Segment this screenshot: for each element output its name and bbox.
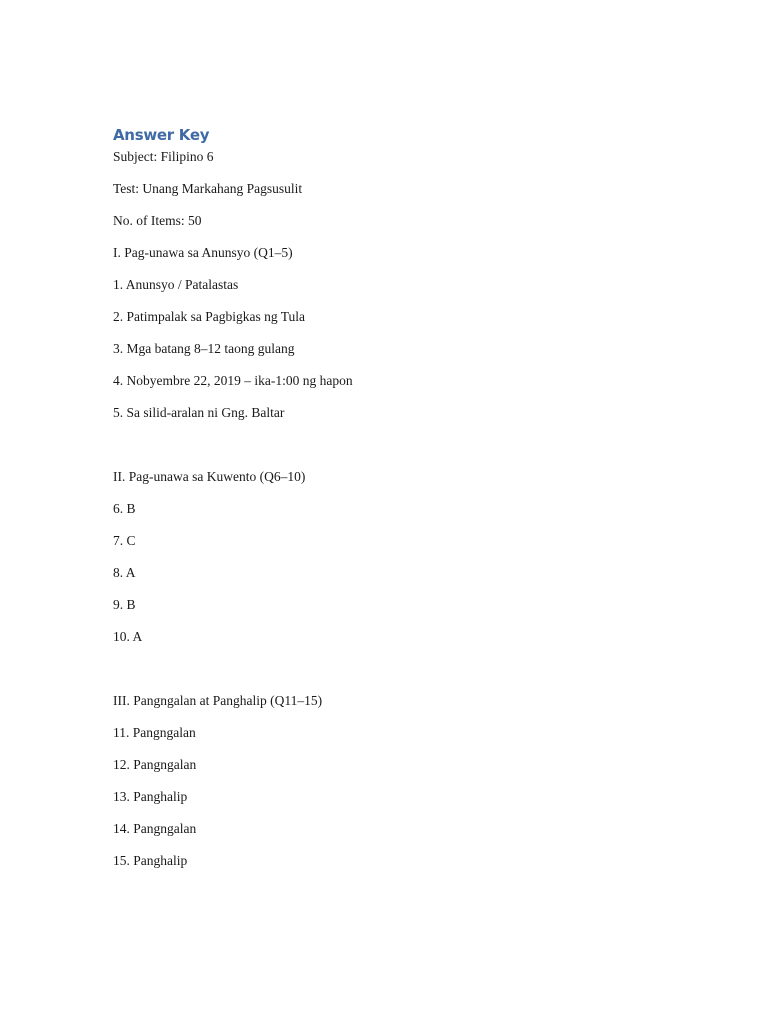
section-title: III. Pangngalan at Panghalip (Q11–15) — [113, 693, 323, 708]
answer-item: 15. Panghalip — [113, 853, 188, 868]
answer-item: 11. Pangngalan — [113, 725, 196, 740]
document-body — [113, 124, 673, 882]
section-spacer — [113, 434, 673, 466]
answer-item: 10. A — [113, 629, 143, 644]
test-line: Test: Unang Markahang Pagsusulit — [113, 181, 303, 196]
answer-key-heading: Answer Key — [113, 126, 210, 144]
answer-item: 2. Patimpalak sa Pagbigkas ng Tula — [113, 309, 305, 324]
answer-item: 12. Pangngalan — [113, 757, 197, 772]
answer-item: 8. A — [113, 565, 136, 580]
section-spacer — [113, 658, 673, 690]
answer-item: 4. Nobyembre 22, 2019 – ika-1:00 ng hapon — [113, 373, 353, 388]
items-count-line: No. of Items: 50 — [113, 213, 202, 228]
section-title: I. Pag-unawa sa Anunsyo (Q1–5) — [113, 245, 293, 260]
answer-item: 1. Anunsyo / Patalastas — [113, 277, 239, 292]
answer-item: 7. C — [113, 533, 136, 548]
answer-item: 3. Mga batang 8–12 taong gulang — [113, 341, 295, 356]
section-title: II. Pag-unawa sa Kuwento (Q6–10) — [113, 469, 306, 484]
answer-item: 13. Panghalip — [113, 789, 188, 804]
answer-item: 14. Pangngalan — [113, 821, 197, 836]
answer-item: 5. Sa silid-aralan ni Gng. Baltar — [113, 405, 285, 420]
answer-item: 9. B — [113, 597, 136, 612]
answer-item: 6. B — [113, 501, 136, 516]
subject-line: Subject: Filipino 6 — [113, 149, 214, 164]
